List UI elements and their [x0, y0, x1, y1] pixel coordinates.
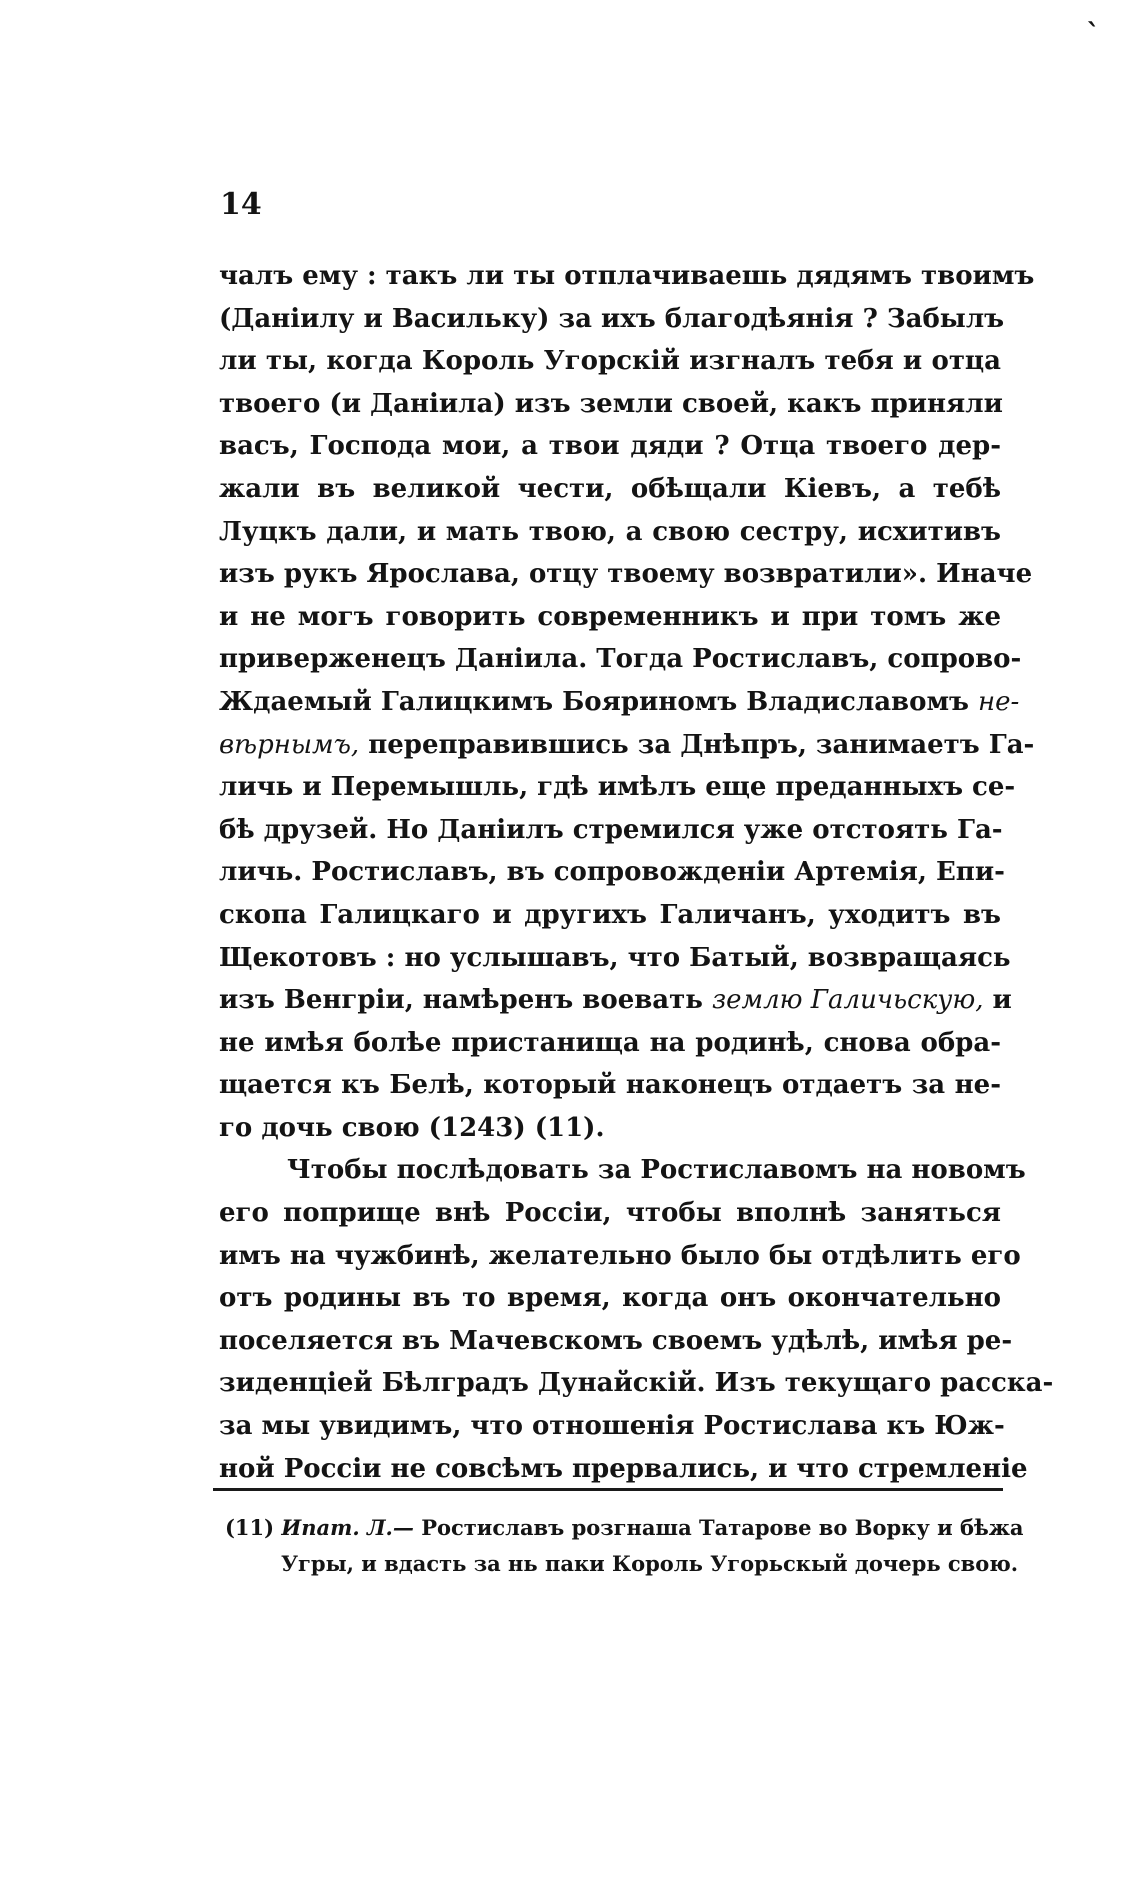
corner-mark: ˋ [1086, 18, 1100, 51]
text-line: изъ Венгріи, намѣренъ воевать землю Галичьскую, и [219, 985, 1012, 1016]
italic-text: вѣрнымъ, [219, 729, 360, 760]
text-line: его поприще внѣ Россіи, чтобы вполнѣ заняться [219, 1198, 1001, 1229]
text-line: личь. Ростиславъ, въ сопровожденіи Артемія, Епи- [219, 857, 1005, 888]
text-line: Щекотовъ : но услышавъ, что Батый, возвращаясь [219, 942, 1011, 973]
text-line: твоего (и Даніила) изъ земли своей, какъ приняли [219, 388, 1003, 419]
footnote-source: Ипат. Л.— [281, 1515, 414, 1540]
text-line: чалъ ему : такъ ли ты отплачиваешь дядямъ твоимъ [219, 261, 1035, 291]
footnote-line: Угры, и вдасть за нь паки Король Угорьскый дочерь свою. [281, 1551, 1019, 1576]
text-line: скопа Галицкаго и другихъ Галичанъ, уходитъ въ [219, 899, 1001, 930]
footnote-marker: (11) [225, 1515, 275, 1540]
footnote [225, 1510, 1024, 1582]
text-line: поселяется въ Мачевскомъ своемъ удѣлѣ, имѣя ре- [219, 1325, 1013, 1356]
text-line: го дочь свою (1243) (11). [219, 1112, 605, 1143]
text-line: не имѣя болѣе пристанища на родинѣ, снова обра- [219, 1027, 1001, 1058]
italic-text: не- [978, 686, 1020, 717]
text-line: приверженецъ Даніила. Тогда Ростиславъ, сопрово- [219, 644, 1022, 675]
text-line: Ждаемый Галицкимъ Бояриномъ Владиславомъ не- [219, 686, 1020, 717]
text-line: Луцкъ дали, и мать твою, а свою сестру, исхитивъ [219, 516, 1001, 547]
footnote-line [225, 1510, 1024, 1546]
text-line: ной Россіи не совсѣмъ прервались, и что стремленіе [219, 1453, 1028, 1484]
text-line: за мы увидимъ, что отношенія Ростислава къ Юж- [219, 1411, 1005, 1442]
text-line: и не могъ говорить современникъ и при томъ же [219, 601, 1001, 632]
text-line: щается къ Белѣ, который наконецъ отдаетъ за не- [219, 1070, 1001, 1101]
text-line: Чтобы послѣдовать за Ростиславомъ на новомъ [287, 1155, 1026, 1186]
footnote-text: Ростиславъ розгнаша Татарове во Ворку и бѣжа [421, 1515, 1024, 1540]
text-line: изъ рукъ Ярослава, отцу твоему возвратили». Иначе [219, 559, 1033, 590]
text-line: личь и Перемышль, гдѣ имѣлъ еще преданныхъ се- [219, 772, 1016, 803]
main-text-block [219, 255, 1054, 1490]
text-line: жали въ великой чести, обѣщали Кіевъ, а тебѣ [219, 473, 1001, 504]
page-number: 14 [220, 187, 262, 222]
text-line: зиденціей Бѣлградъ Дунайскій. Изъ текущаго расска- [219, 1368, 1054, 1399]
text-line: отъ родины въ то время, когда онъ окончательно [219, 1283, 1001, 1314]
text-line: ли ты, когда Король Угорскій изгналъ тебя и отца [219, 346, 1001, 377]
text-line: бѣ друзей. Но Даніилъ стремился уже отстоять Га- [219, 814, 1003, 845]
text-line: вѣрнымъ, переправившись за Днѣпръ, занимаетъ Га- [219, 729, 1035, 760]
text-line: имъ на чужбинѣ, желательно было бы отдѣлить его [219, 1240, 1021, 1271]
footnote-divider [213, 1488, 1003, 1491]
italic-text: землю Галичьскую, [711, 985, 984, 1016]
text-line: васъ, Господа мои, а твои дяди ? Отца твоего дер- [219, 431, 1001, 462]
text-line: (Даніилу и Васильку) за ихъ благодѣянія ? Забылъ [219, 303, 1005, 334]
